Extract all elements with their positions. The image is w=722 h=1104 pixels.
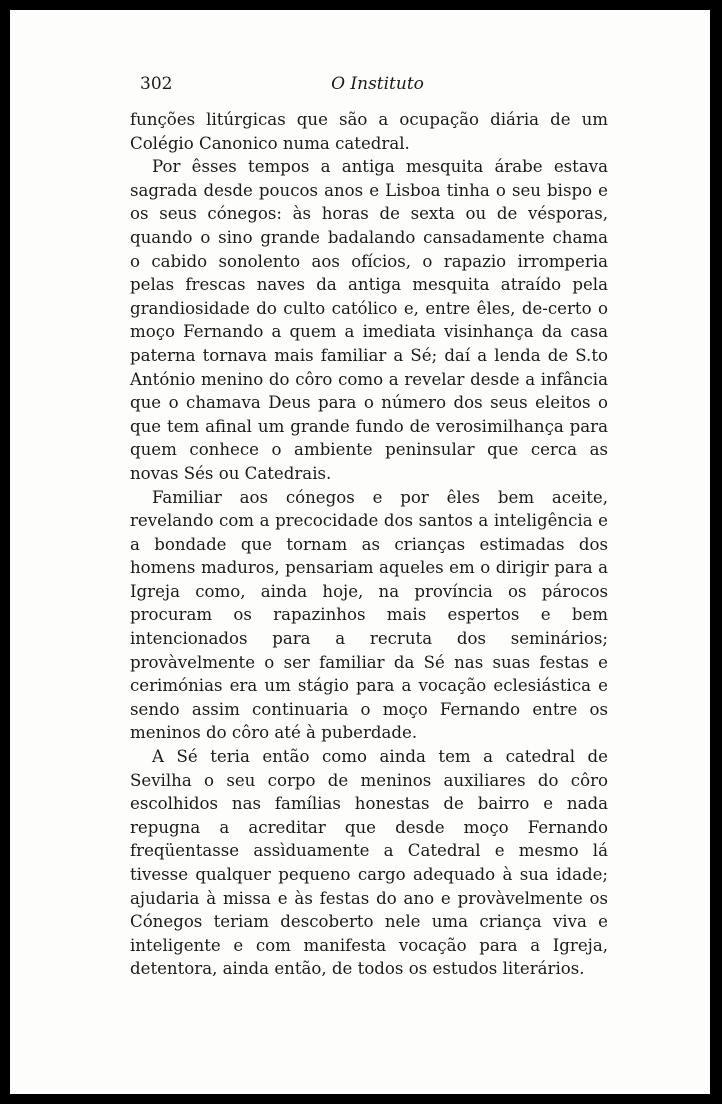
paragraph: Por êsses tempos a antiga mesquita árabe estava sagrada desde poucos anos e Lisboa tinha o seu bispo e os seus cónegos: às horas de sexta ou de vésporas, quando o sino grande badalando cansadamente chama o cabido sonolento aos ofícios, o rapazio irromperia pelas frescas naves da antiga mesquita atraído pela grandiosidade do culto católico e, entre êles, de-certo o moço Fernando a quem a imediata visinhança da casa paterna tornava mais familiar a Sé; daí a lenda de S.to António menino do côro como a revelar desde a infância que o chamava Deus para o número dos seus eleitos o que tem afinal um grande fundo de verosimilhança para quem conhece o ambiente peninsular que cerca as novas Sés ou Catedrais. bbox=[130, 157, 608, 483]
running-title: O Instituto bbox=[331, 74, 424, 94]
paragraph: A Sé teria então como ainda tem a catedral de Sevilha o seu corpo de meninos auxiliares do côro escolhidos nas famílias honestas de bairro e nada repugna a acreditar que desde moço Fernando freqüentasse assìduamente a Catedral e mesmo lá tivesse qualquer pequeno cargo adequado à sua idade; ajudaria à missa e às festas do ano e provàvelmente os Cónegos teriam descoberto nele uma criança viva e inteligente e com manifesta vocação para a Igreja, detentora, ainda então, de todos os estudos literários. bbox=[130, 747, 608, 979]
page-header bbox=[140, 74, 615, 98]
body-text bbox=[130, 108, 608, 981]
page-number: 302 bbox=[140, 74, 173, 94]
paragraph: Familiar aos cónegos e por êles bem aceite, revelando com a precocidade dos santos a inteligência e a bondade que tornam as crianças estimadas dos homens maduros, pensariam aqueles em o dirigir para a Igreja como, ainda hoje, na província os párocos procuram os rapazinhos mais espertos e bem intencionados para a recruta dos seminários; provàvelmente o ser familiar da Sé nas suas festas e cerimónias era um stágio para a vocação eclesiástica e sendo assim continuaria o moço Fernando entre os meninos do côro até à puberdade. bbox=[130, 487, 608, 743]
paragraph: funções litúrgicas que são a ocupação diária de um Colégio Canonico numa catedral. bbox=[130, 110, 608, 153]
